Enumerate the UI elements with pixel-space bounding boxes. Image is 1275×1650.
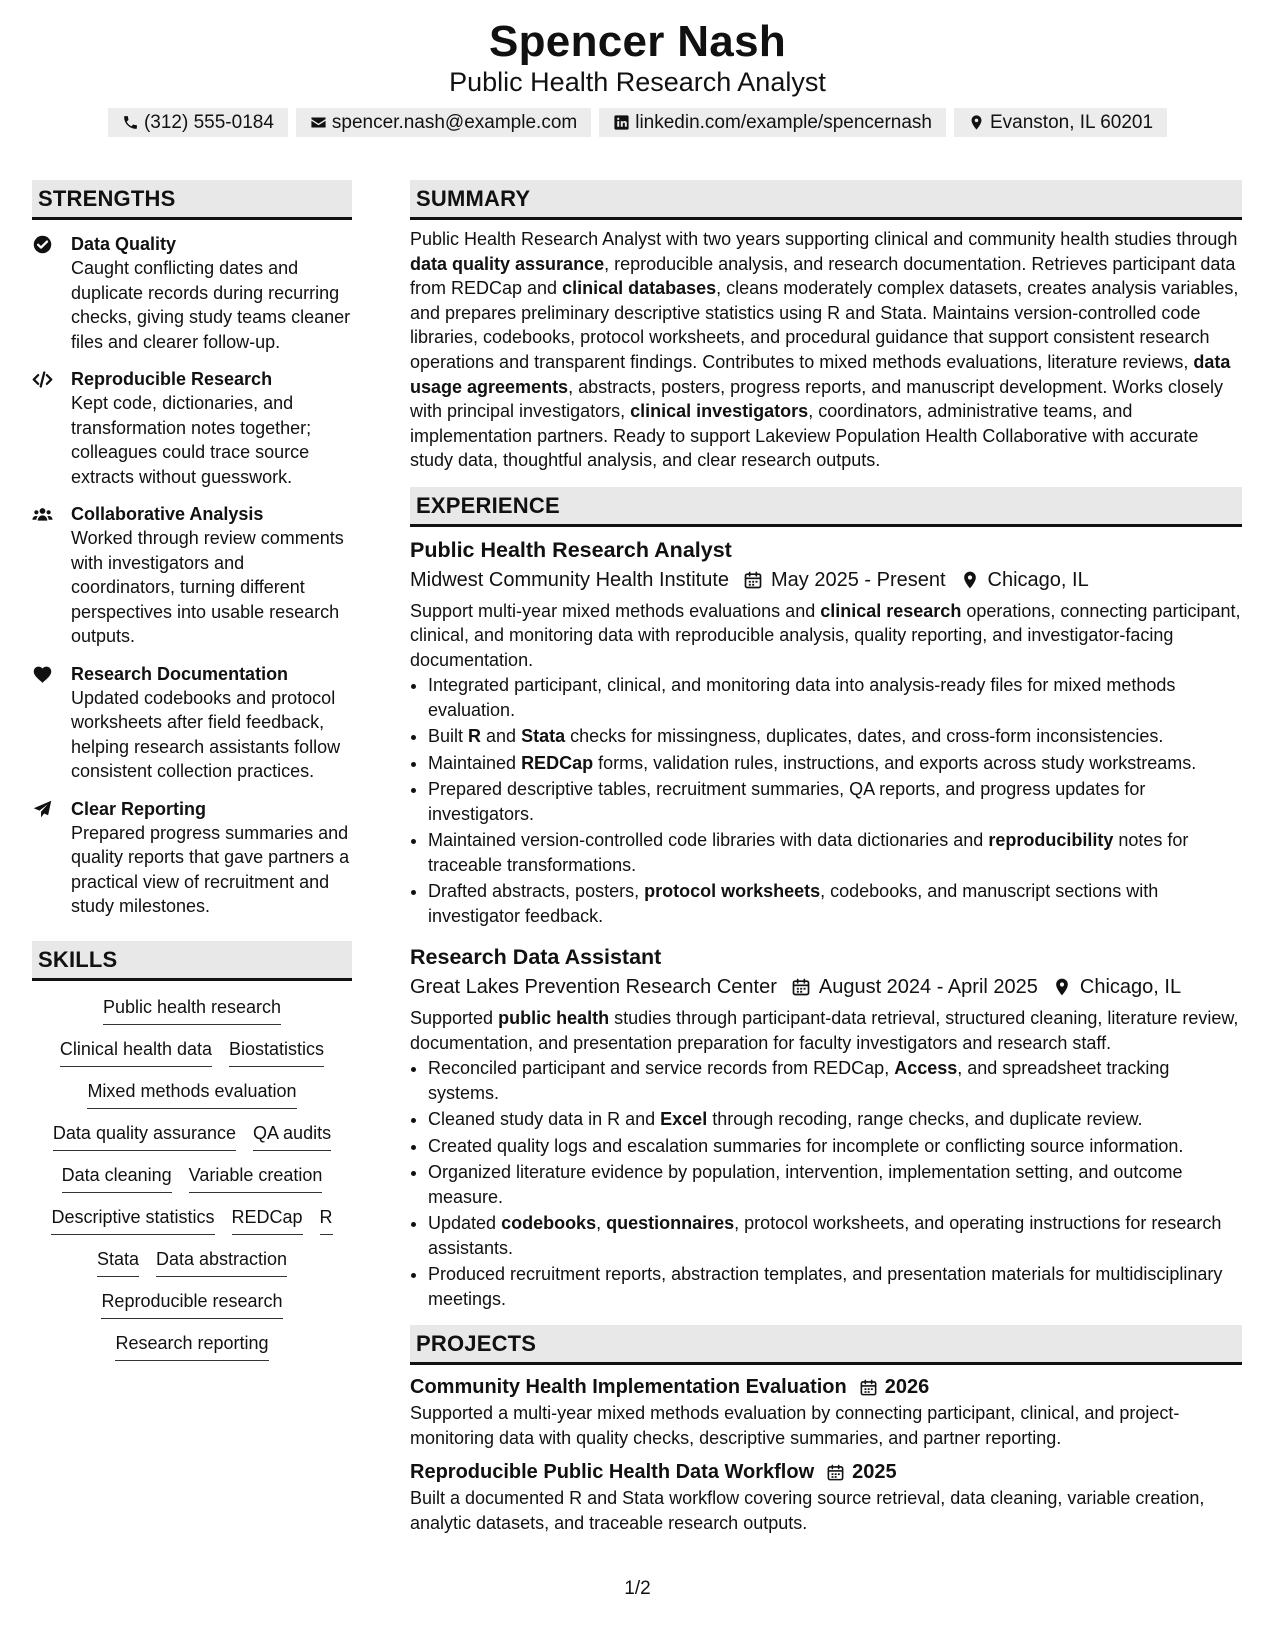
- contact-location-text: Evanston, IL 60201: [990, 111, 1154, 133]
- project-header: [410, 1373, 1242, 1401]
- job-bullet: • Maintained REDCap forms, validation rules, instructions, and exports across study workstreams.: [428, 751, 1242, 776]
- contact-location[interactable]: [954, 108, 1167, 137]
- envelope-icon: [310, 114, 327, 131]
- job-bullet: • Reconciled participant and service records from REDCap, Access, and spreadsheet tracking systems.: [428, 1056, 1242, 1105]
- right-column: [410, 180, 1242, 1543]
- job-dates: May 2025 - Present: [771, 568, 946, 591]
- skill-tag: Descriptive statistics: [51, 1205, 214, 1235]
- page-number: 1/2: [624, 1578, 651, 1599]
- job-entry: [410, 535, 1242, 929]
- project-title: Community Health Implementation Evaluation: [410, 1376, 847, 1399]
- job-dates: August 2024 - April 2025: [818, 976, 1038, 999]
- resume-header: [0, 18, 1275, 137]
- project-entry: [410, 1458, 1242, 1535]
- strength-item: [32, 662, 352, 784]
- skill-tag: QA audits: [253, 1121, 331, 1151]
- job-intro: Supported public health studies through participant-data retrieval, structured cleaning, literature review, documentation, and presentation preparation for faculty investigators and research staff.: [410, 1008, 1239, 1053]
- skill-tag: Reproducible research: [101, 1289, 282, 1319]
- job-org: Midwest Community Health Institute: [410, 568, 730, 591]
- skills-list: [32, 995, 352, 1361]
- job-bullets: [410, 673, 1242, 928]
- skill-tag: Data quality assurance: [53, 1121, 236, 1151]
- strength-desc: Updated codebooks and protocol worksheets after field feedback, helping research assistants follow consistent collection practices.: [71, 687, 341, 781]
- experience-heading: EXPERIENCE: [410, 487, 1242, 527]
- strength-title: Collaborative Analysis: [71, 504, 264, 524]
- project-year: 2026: [884, 1376, 930, 1399]
- project-header: [410, 1458, 1242, 1486]
- heart-icon: [32, 664, 53, 685]
- code-icon: [32, 369, 53, 390]
- job-bullet: • Integrated participant, clinical, and monitoring data into analysis-ready files for mixed methods evaluation.: [428, 673, 1242, 722]
- job-location: Chicago, IL: [1079, 976, 1182, 999]
- job-bullet: • Maintained version-controlled code libraries with data dictionaries and reproducibility notes for traceable transformations.: [428, 828, 1242, 877]
- project-year: 2025: [852, 1461, 897, 1484]
- project-entry: [410, 1373, 1242, 1450]
- phone-icon: [122, 114, 139, 131]
- strength-desc: Worked through review comments with investigators and coordinators, turning different perspectives into usable research outputs.: [71, 528, 344, 646]
- skill-tag: Mixed methods evaluation: [87, 1079, 296, 1109]
- skill-tag: Clinical health data: [60, 1037, 212, 1067]
- job-bullet: • Organized literature evidence by population, intervention, implementation setting, and outcome measure.: [428, 1160, 1242, 1209]
- skill-tag: Biostatistics: [229, 1037, 324, 1067]
- strength-desc: Kept code, dictionaries, and transformation notes together; colleagues could trace source extracts without guesswork.: [71, 393, 312, 487]
- strength-item: [32, 232, 352, 354]
- candidate-title: Public Health Research Analyst: [449, 67, 826, 98]
- skill-tag: Data cleaning: [62, 1163, 172, 1193]
- strengths-heading: STRENGTHS: [32, 180, 352, 220]
- skill-tag: Research reporting: [115, 1331, 268, 1361]
- job-bullet: • Prepared descriptive tables, recruitment summaries, QA reports, and progress updates for investigators.: [428, 777, 1242, 826]
- contact-linkedin-text: linkedin.com/example/spencernash: [635, 111, 932, 133]
- check-circle-icon: [32, 234, 53, 255]
- strengths-list: [32, 232, 352, 919]
- skill-tag: Public health research: [103, 995, 281, 1025]
- job-bullet: • Built R and Stata checks for missingness, duplicates, dates, and cross-form inconsistencies.: [428, 724, 1242, 749]
- skill-tag: REDCap: [232, 1205, 303, 1235]
- contact-phone-text: (312) 555-0184: [143, 111, 274, 133]
- strength-title: Research Documentation: [71, 663, 289, 684]
- strength-item: [32, 367, 352, 489]
- strength-title: Reproducible Research: [71, 369, 273, 389]
- candidate-name: Spencer Nash: [488, 17, 787, 66]
- strength-title: Clear Reporting: [71, 798, 207, 819]
- contact-linkedin[interactable]: [599, 108, 946, 137]
- job-meta: [410, 565, 1242, 595]
- strength-item: [32, 797, 352, 919]
- job-title: Public Health Research Analyst: [410, 537, 732, 562]
- job-bullet: • Created quality logs and escalation summaries for incomplete or conflicting source information.: [428, 1134, 1242, 1159]
- skills-heading: SKILLS: [32, 941, 352, 981]
- job-meta: [410, 972, 1242, 1002]
- skill-tag: Stata: [97, 1247, 139, 1277]
- skill-tag: Variable creation: [189, 1163, 323, 1193]
- strength-desc: Prepared progress summaries and quality reports that gave partners a practical view of recruitment and study milestones.: [71, 822, 350, 916]
- strength-desc: Caught conflicting dates and duplicate records during recurring checks, giving study teams cleaner files and clearer follow-up.: [71, 258, 351, 352]
- calendar-icon: [826, 1463, 845, 1482]
- summary-text: Public Health Research Analyst with two years supporting clinical and community health studies through data quality assurance, reproducible analysis, and research documentation. Retrieves participant data from REDCap and clinical databases, cleans moderately complex datasets, creates analysis variables, and prepares preliminary descriptive statistics using R and Stata. Maintains version-controlled code libraries, codebooks, protocol worksheets, and procedural guidance that support consistent research operations and transparent findings. Contributes to mixed methods evaluations, literature reviews, data usage agreements, abstracts, posters, progress reports, and manuscript development. Works closely with principal investigators, clinical investigators, coordinators, administrative teams, and implementation partners. Ready to support Lakeview Population Health Collaborative with accurate study data, thoughtful analysis, and clear research outputs.: [410, 229, 1239, 471]
- job-bullet: • Updated codebooks, questionnaires, protocol worksheets, and operating instructions for research assistants.: [428, 1211, 1242, 1260]
- location-icon: [1052, 977, 1072, 997]
- strength-title: Data Quality: [71, 234, 177, 254]
- job-location: Chicago, IL: [987, 568, 1089, 591]
- left-column: [32, 180, 352, 1361]
- job-bullet: • Drafted abstracts, posters, protocol worksheets, codebooks, and manuscript sections with investigator feedback.: [428, 879, 1242, 928]
- project-desc: Built a documented R and Stata workflow covering source retrieval, data cleaning, variable creation, analytic datasets, and traceable research outputs.: [410, 1488, 1205, 1533]
- job-org: Great Lakes Prevention Research Center: [410, 976, 777, 999]
- contact-phone[interactable]: [108, 108, 288, 137]
- job-bullets: [410, 1056, 1242, 1311]
- job-bullet: • Cleaned study data in R and Excel through recoding, range checks, and duplicate review.: [428, 1107, 1242, 1132]
- job-intro: Support multi-year mixed methods evaluations and clinical research operations, connecting participant, clinical, and monitoring data with reproducible analysis, quality reporting, and investigator-facing documentation.: [410, 600, 1241, 670]
- calendar-icon: [859, 1378, 878, 1397]
- job-bullet: • Produced recruitment reports, abstraction templates, and presentation materials for multidisciplinary meetings.: [428, 1262, 1242, 1311]
- linkedin-icon: [613, 114, 630, 131]
- contact-bar: [0, 108, 1275, 137]
- project-title: Reproducible Public Health Data Workflow: [410, 1461, 815, 1484]
- skill-tag: R: [320, 1205, 333, 1235]
- users-icon: [32, 504, 53, 525]
- paper-plane-icon: [32, 799, 53, 820]
- contact-email-text: spencer.nash@example.com: [331, 111, 578, 133]
- calendar-icon: [791, 977, 811, 997]
- skill-tag: Data abstraction: [156, 1247, 287, 1277]
- strength-item: [32, 502, 352, 649]
- project-desc: Supported a multi-year mixed methods evaluation by connecting participant, clinical, and project-monitoring data with quality checks, descriptive summaries, and partner reporting.: [410, 1403, 1180, 1448]
- location-icon: [960, 570, 980, 590]
- summary-heading: SUMMARY: [410, 180, 1242, 220]
- projects-heading: PROJECTS: [410, 1325, 1242, 1365]
- contact-email[interactable]: [296, 108, 591, 137]
- calendar-icon: [743, 570, 763, 590]
- location-icon: [968, 114, 985, 131]
- job-entry: [410, 942, 1242, 1311]
- job-title: Research Data Assistant: [410, 945, 662, 970]
